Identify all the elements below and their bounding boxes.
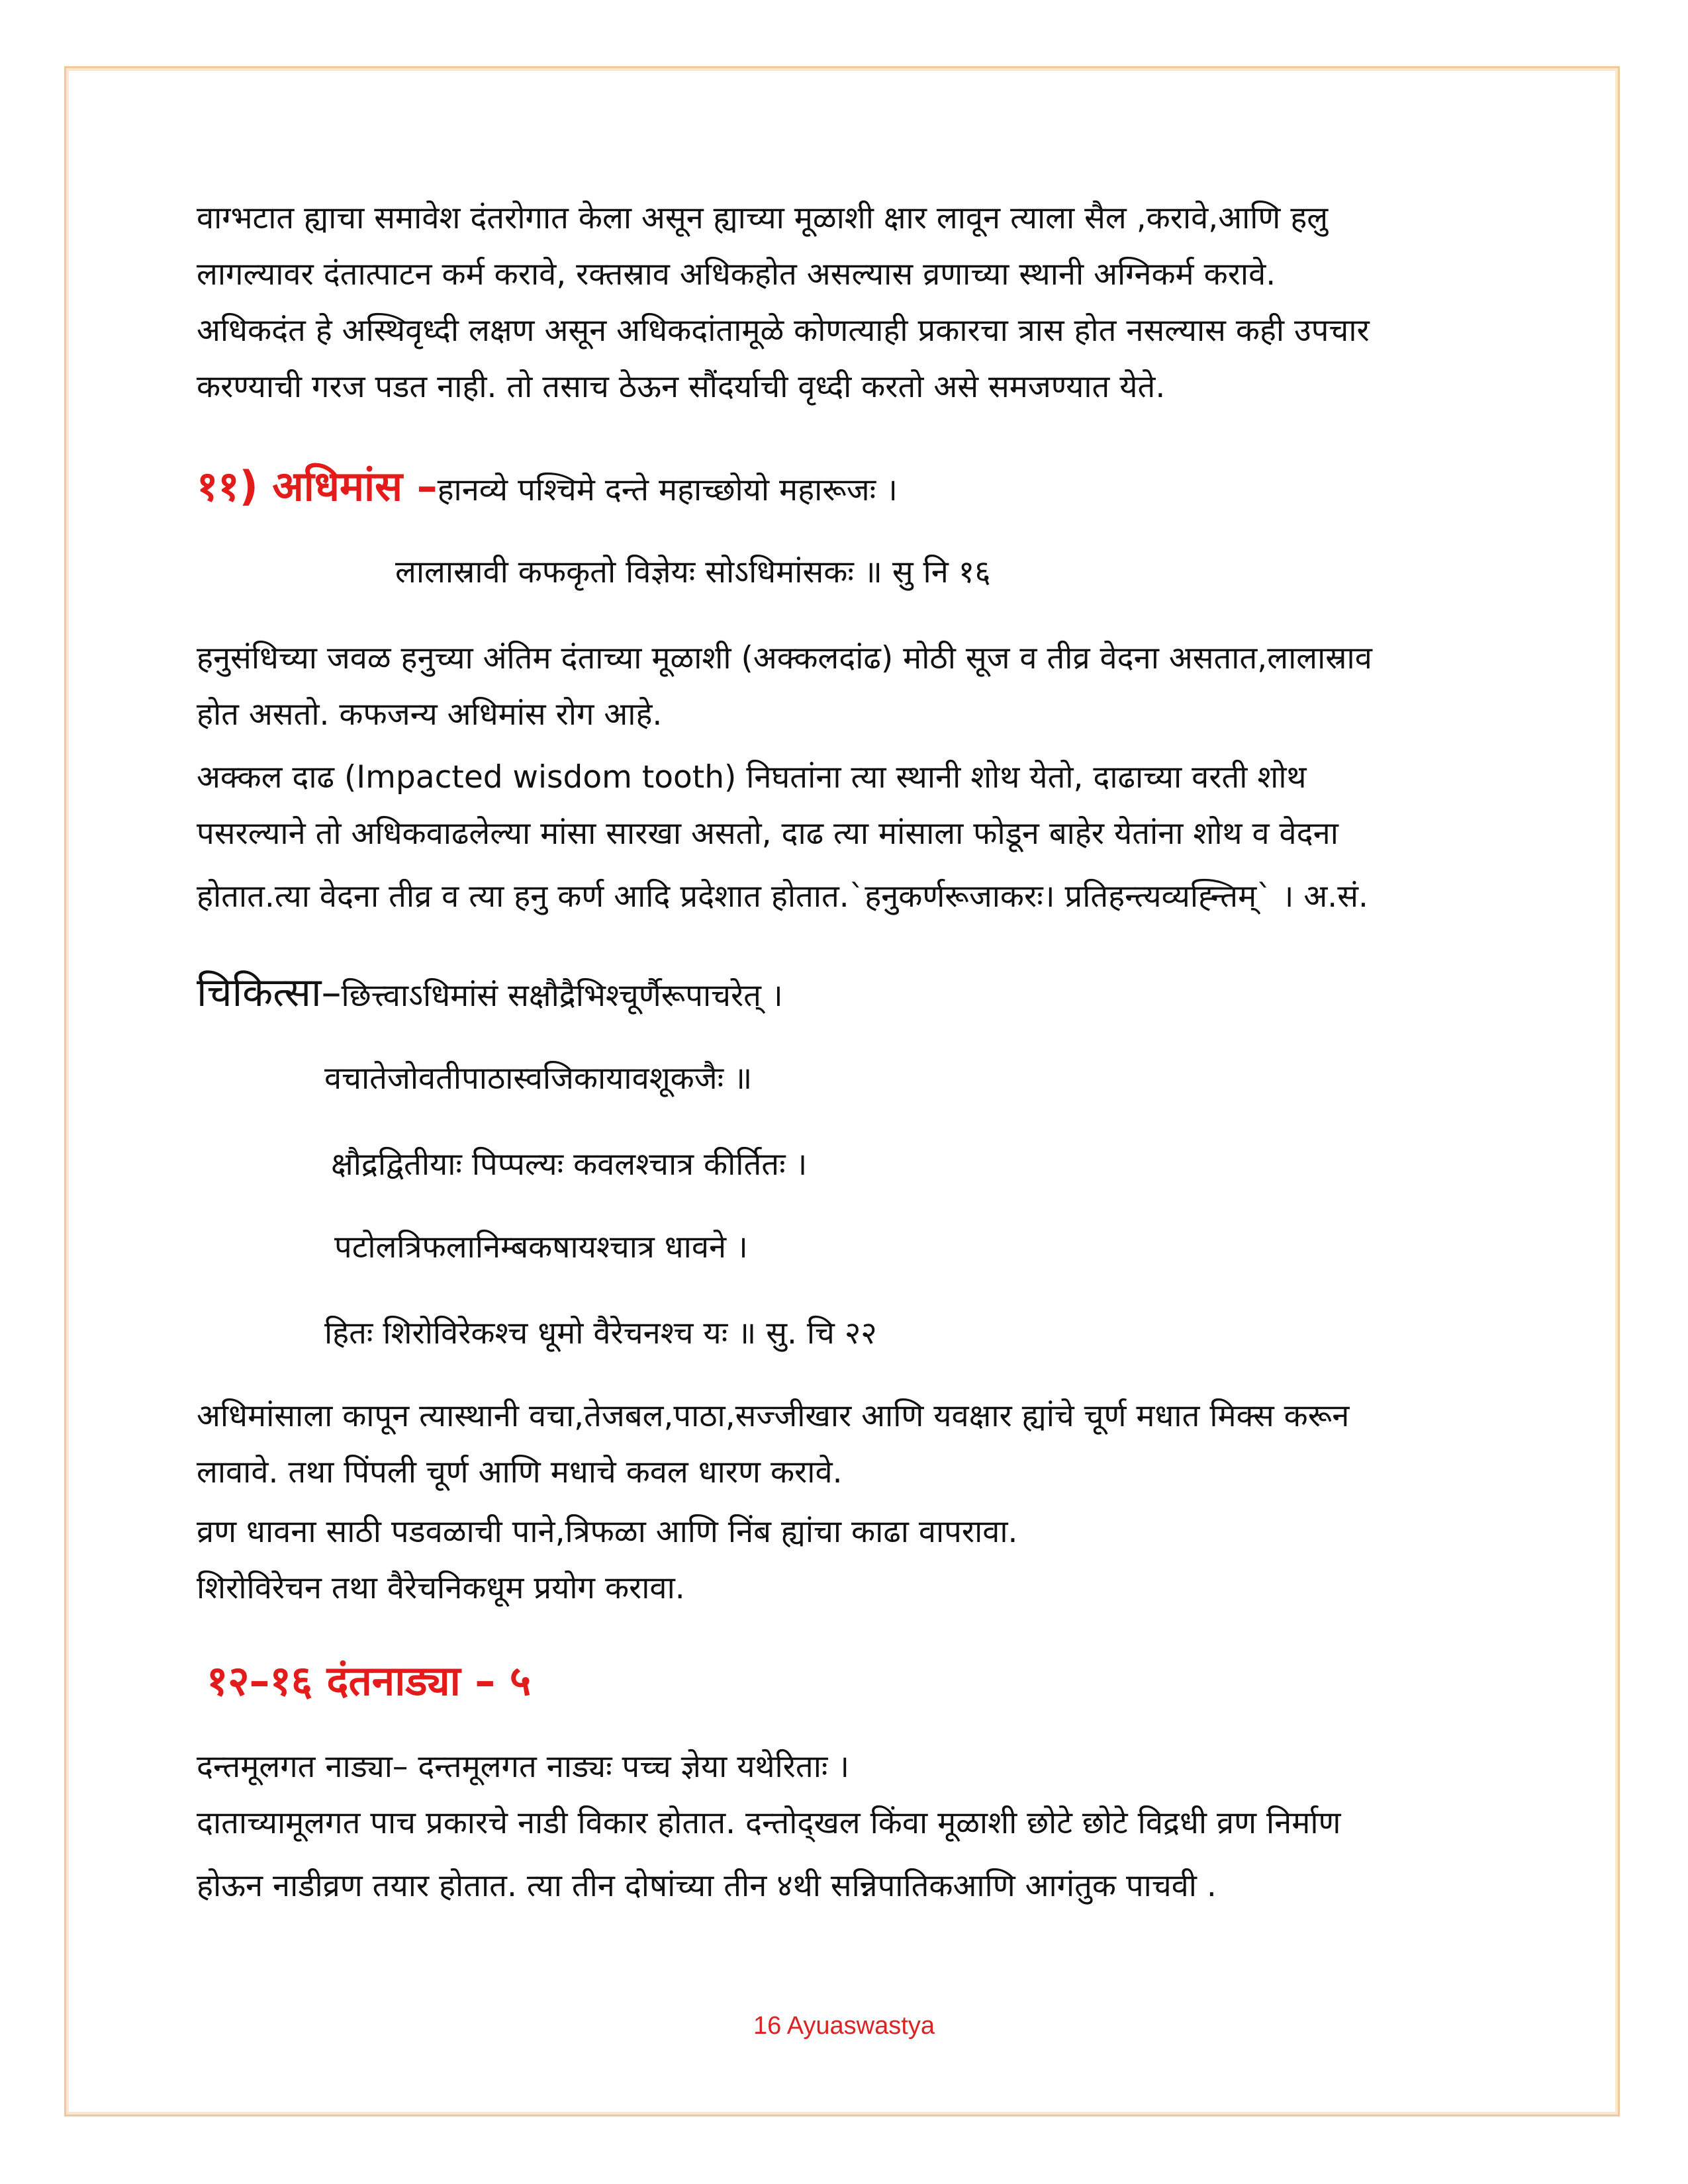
section-11-text: हनुसंधिच्या जवळ हनुच्या अंतिम दंताच्या मूळाशी (अक्कलदांढ) मोठी सूज व तीव्र वेदना असतात,लालास्राव	[197, 640, 1372, 676]
para1-line: करण्याची गरज पडत नाही. तो तसाच ठेऊन सौंदर्याची वृध्दी करतो असे समजण्यात येते.	[197, 369, 1166, 405]
section-11-verse1: हानव्ये पश्चिमे दन्ते महाच्छोयो महारूजः ।	[437, 472, 898, 508]
section-11-heading	[197, 460, 898, 513]
chikitsa-verse: हितः शिरोविरेकश्च धूमो वैरेचनश्च यः ॥ सु. चि २२	[324, 1315, 877, 1351]
section-11-verse2: लालास्रावी कफकृतो विज्ञेयः सोऽधिमांसकः ॥ सु नि १६	[395, 554, 991, 590]
chikitsa-text: शिरोविरेचन तथा वैरेचनिकधूम प्रयोग करावा.	[197, 1570, 685, 1606]
chikitsa-heading	[197, 966, 783, 1023]
chikitsa-label: चिकित्सा–	[197, 970, 342, 1016]
section-12-text: दाताच्यामूलगत पाच प्रकारचे नाडी विकार होतात. दन्तोद्खल किंवा मूळाशी छोटे छोटे विद्रधी व्रण निर्माण	[197, 1805, 1341, 1841]
section-11-text: पसरल्याने तो अधिकवाढलेल्या मांसा सारखा असतो, दाढ त्या मांसाला फोडून बाहेर येतांना शोथ व वेदना	[197, 815, 1338, 852]
chikitsa-text: व्रण धावना साठी पडवळाची पाने,त्रिफळा आणि निंब ह्यांचा काढा वापरावा.	[197, 1514, 1018, 1550]
chikitsa-verse-first: छित्त्वाऽधिमांसं सक्षौद्रैभिश्चूर्णैरूपाचरेत् ।	[341, 978, 783, 1014]
chikitsa-verse: क्षौद्रद्वितीयाः पिप्पल्यः कवलश्चात्र कीर्तितः ।	[331, 1146, 808, 1183]
section-11-text: होत असतो. कफजन्य अधिमांस रोग आहे.	[197, 696, 663, 733]
para1-line: अधिकदंत हे अस्थिवृध्दी लक्षण असून अधिकदांतामूळे कोणत्याही प्रकारचा त्रास होत नसल्यास कही उपचार	[197, 312, 1370, 349]
chikitsa-verse: पटोलत्रिफलानिम्बकषायश्चात्र धावने ।	[334, 1229, 748, 1265]
para1-line: वाग्भटात ह्याचा समावेश दंतरोगात केला असून ह्याच्या मूळाशी क्षार लावून त्याला सैल ,करावे,आणि हलु	[197, 200, 1329, 236]
chikitsa-verse: वचातेजोवतीपाठास्वजिकायावशूकजैः ॥	[324, 1060, 753, 1097]
section-11-title: ११) अधिमांस –	[197, 462, 438, 510]
page-footer: 16 Ayuaswastya	[753, 2012, 935, 2040]
chikitsa-text: लावावे. तथा पिंपली चूर्ण आणि मधाचे कवल धारण करावे.	[197, 1454, 843, 1490]
section-11-text: होतात.त्या वेदना तीव्र व त्या हनु कर्ण आदि प्रदेशात होतात.`हनुकर्णरूजाकरः। प्रतिहन्त्यव्यह्न्तिम्` । अ.सं.	[197, 878, 1368, 915]
chikitsa-text: अधिमांसाला कापून त्यास्थानी वचा,तेजबल,पाठा,सज्जीखार आणि यवक्षार ह्यांचे चूर्ण मधात मिक्स करून	[197, 1398, 1350, 1434]
section-12-text: दन्तमूलगत नाड्या– दन्तमूलगत नाड्यः पच्च ज्ञेया यथेरिताः ।	[197, 1749, 850, 1785]
section-12-title: १२–१६ दंतनाड्या – ५	[207, 1657, 532, 1705]
section-12-text: होऊन नाडीव्रण तयार होतात. त्या तीन दोषांच्या तीन ४थी सन्निपातिकआणि आगंतुक पाचवी .	[197, 1868, 1217, 1904]
section-11-text: अक्कल दाढ (Impacted wisdom tooth) निघतांना त्या स्थानी शोथ येतो, दाढाच्या वरती शोथ	[197, 759, 1307, 796]
para1-line: लागल्यावर दंतात्पाटन कर्म करावे, रक्तस्राव अधिकहोत असल्यास व्रणाच्या स्थानी अग्निकर्म करावे.	[197, 256, 1276, 293]
